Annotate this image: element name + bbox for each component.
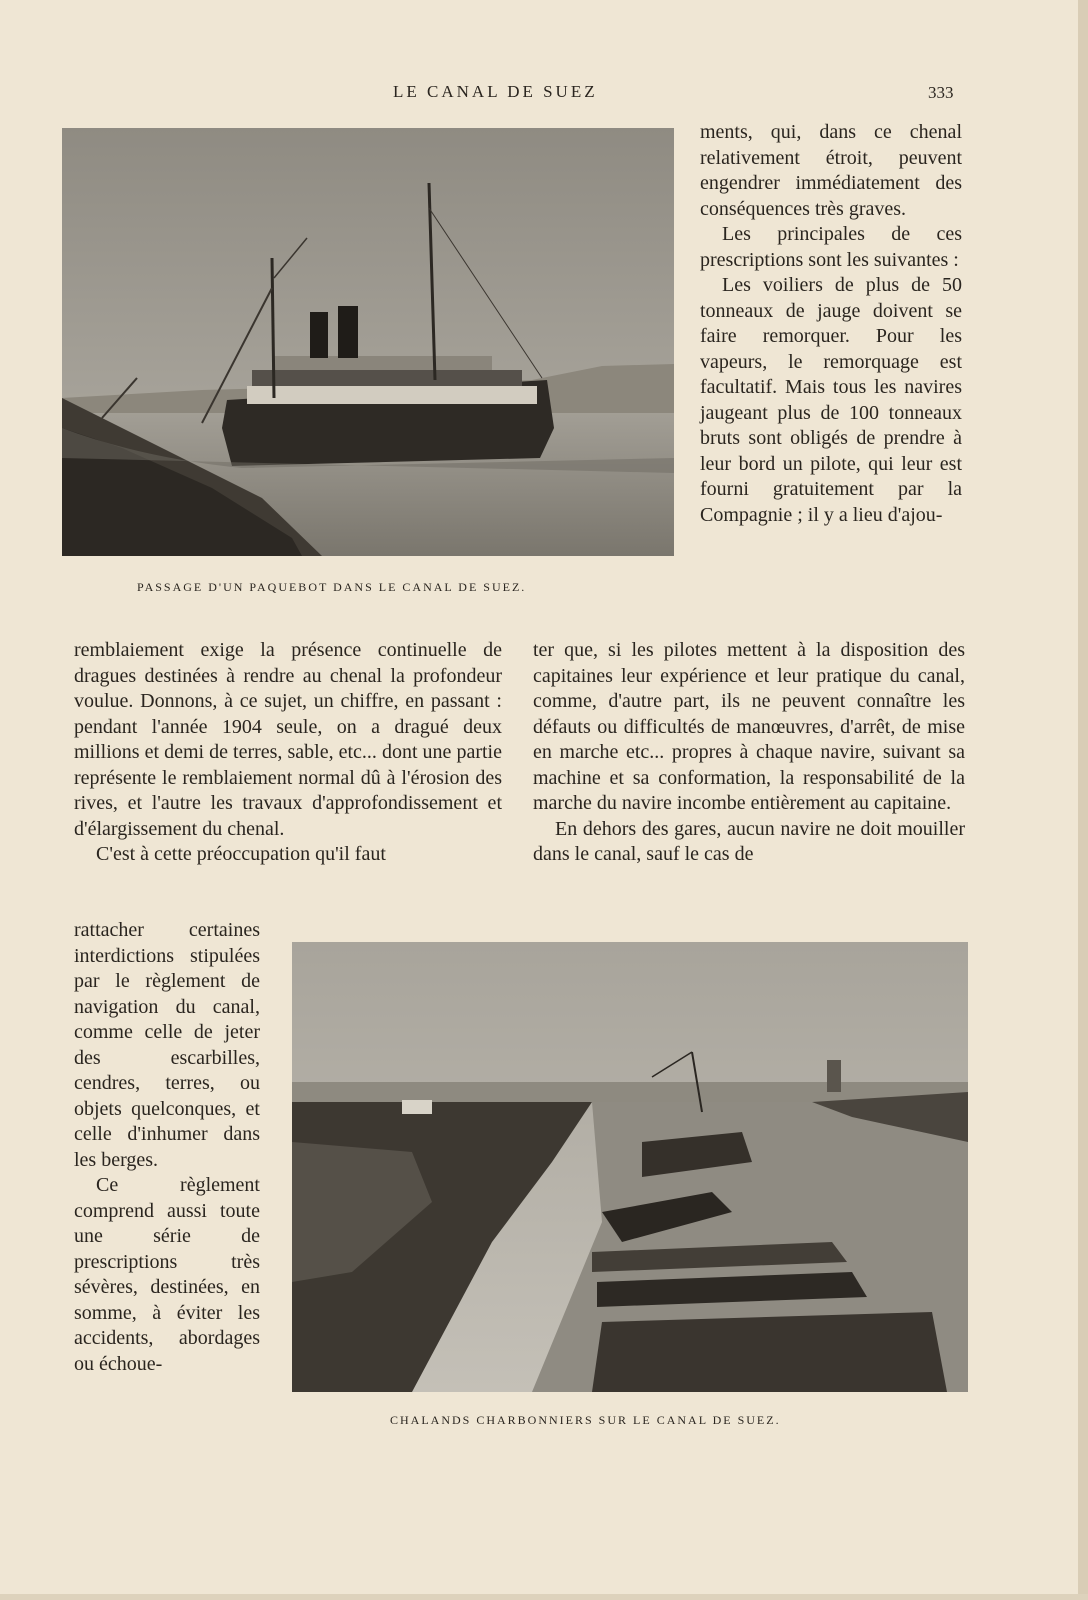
paragraph: ments, qui, dans ce chenal relativement étroit, peuvent engendrer immédiatement des conséquences très graves. <box>700 121 962 220</box>
paragraph: ter que, si les pilotes mettent à la disposition des capitaines leur expérience et leur pratique du canal, comme, d'autre part, ils ne peuvent connaître les défauts ou difficultés de manœuvres, d'arrêt, de mise en marche etc... propres à chaque navire, suivant sa machine et sa conformation, la responsabilité de la marche du navire incombe entièrement au capitaine. <box>533 639 965 814</box>
steamship-photo <box>62 128 674 556</box>
paragraph: rattacher certaines interdictions stipulées par le règlement de navigation du canal, comme celle de jeter des escarbilles, cendres, terres, ou objets quelconques, et celle d'inhumer dans les berges. <box>74 919 260 1171</box>
figure-caption-barges: CHALANDS CHARBONNIERS SUR LE CANAL DE SUEZ. <box>390 1413 781 1427</box>
paragraph: Ce règlement comprend aussi toute une série de prescriptions très sévères, destinées, en somme, à éviter les accidents, abordages ou échoue- <box>74 1174 260 1375</box>
paragraph: En dehors des gares, aucun navire ne doit mouiller dans le canal, sauf le cas de <box>533 817 965 865</box>
paragraph: remblaiement exige la présence continuelle de dragues destinées à rendre au chenal la profondeur voulue. Donnons, à ce sujet, un chiffre, en passant : pendant l'année 1904 seule, on a dragué deux millions et demi de terres, sable, etc... dont une partie représente le remblaiement normal dû à l'érosion des rives, et l'autre les travaux d'approfondissement et d'élargissement du chenal. <box>74 639 502 840</box>
paragraph: Les voiliers de plus de 50 tonneaux de jauge doivent se faire remorquer. Pour les vapeurs, le remorquage est facultatif. Mais tous les navires jaugeant plus de 100 tonneaux bruts sont obligés de prendre à leur bord un pilote, qui leur est fourni gratuitement par la Compagnie ; il y a lieu d'ajou- <box>700 274 962 526</box>
column-right-middle <box>533 638 965 868</box>
page-number: 333 <box>928 83 954 102</box>
running-title: LE CANAL DE SUEZ <box>393 82 598 101</box>
column-right-top <box>700 120 962 528</box>
column-left-bottom <box>74 918 260 1377</box>
paragraph: Les principales de ces prescriptions sont les suivantes : <box>700 223 962 271</box>
page-edge-bottom <box>0 1594 1088 1600</box>
page-edge-right <box>1078 0 1088 1600</box>
column-left-middle <box>74 638 502 868</box>
paragraph: C'est à cette préoccupation qu'il faut <box>96 843 386 865</box>
coal-barges-photo <box>292 942 968 1392</box>
figure-caption-steamship: PASSAGE D'UN PAQUEBOT DANS LE CANAL DE SUEZ. <box>137 580 527 594</box>
